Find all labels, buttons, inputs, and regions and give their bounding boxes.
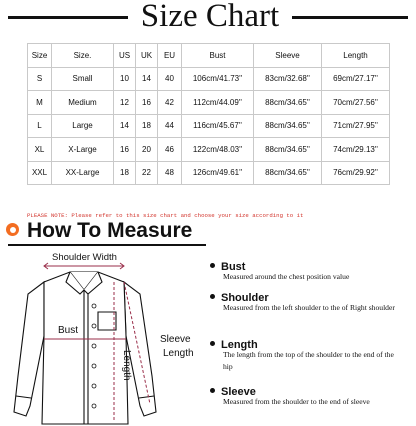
bust-label: Bust xyxy=(58,325,79,336)
table-cell: X-Large xyxy=(52,138,114,162)
table-header-row xyxy=(28,44,390,68)
title-rule-right xyxy=(292,16,408,19)
column-header: Length xyxy=(322,44,390,68)
table-cell: XXL xyxy=(28,161,52,185)
table-row xyxy=(28,138,390,162)
column-header: EU xyxy=(158,44,182,68)
bullet-icon xyxy=(210,294,215,299)
table-cell: 16 xyxy=(136,91,158,115)
measure-item-desc: Measured around the chest position value xyxy=(223,272,350,281)
measure-item-name: Length xyxy=(221,338,258,351)
table-cell: 83cm/32.68'' xyxy=(254,67,322,91)
table-cell: 69cm/27.17'' xyxy=(322,67,390,91)
column-header: US xyxy=(114,44,136,68)
table-cell: L xyxy=(28,114,52,138)
size-note: PLEASE NOTE: Please refer to this size chart and choose your size according to it xyxy=(27,212,304,219)
how-to-measure-title: How To Measure xyxy=(27,219,193,242)
table-cell: Medium xyxy=(52,91,114,115)
sleeve-label: Sleeve xyxy=(160,334,191,345)
table-cell: 20 xyxy=(136,138,158,162)
table-row xyxy=(28,91,390,115)
table-cell: 40 xyxy=(158,67,182,91)
table-cell: 18 xyxy=(136,114,158,138)
column-header: Bust xyxy=(182,44,254,68)
table-cell: 71cm/27.95'' xyxy=(322,114,390,138)
table-cell: 44 xyxy=(158,114,182,138)
table-row xyxy=(28,161,390,185)
column-header: Sleeve xyxy=(254,44,322,68)
measure-item-desc: Measured from the shoulder to the end of sleeve xyxy=(223,397,370,406)
length-label: Length xyxy=(121,350,132,381)
table-cell: 16 xyxy=(114,138,136,162)
table-cell: 12 xyxy=(114,91,136,115)
measure-item-name: Bust xyxy=(221,260,246,273)
measure-item-desc: Measured from the left shoulder to the of Right shoulder xyxy=(223,303,395,312)
measure-item-name: Shoulder xyxy=(221,291,269,304)
table-cell: 22 xyxy=(136,161,158,185)
table-cell: 126cm/49.61'' xyxy=(182,161,254,185)
table-cell: 14 xyxy=(136,67,158,91)
table-cell: 88cm/34.65'' xyxy=(254,91,322,115)
bullet-icon xyxy=(210,341,215,346)
section-bullet-icon xyxy=(6,223,19,236)
table-cell: 10 xyxy=(114,67,136,91)
table-cell: 116cm/45.67'' xyxy=(182,114,254,138)
size-table xyxy=(27,43,390,185)
bullet-icon xyxy=(210,388,215,393)
sleeve-length-label: Length xyxy=(163,348,194,359)
measure-item-name: Sleeve xyxy=(221,385,256,398)
shoulder-width-arrow xyxy=(44,263,124,269)
table-cell: 122cm/48.03'' xyxy=(182,138,254,162)
table-cell: 88cm/34.65'' xyxy=(254,114,322,138)
column-header: UK xyxy=(136,44,158,68)
shirt-measure-diagram xyxy=(0,246,200,426)
measure-item-desc: The length from the top of the shoulder to the end of the hip xyxy=(223,350,394,371)
shirt-outline xyxy=(14,272,156,424)
table-cell: 76cm/29.92'' xyxy=(322,161,390,185)
page-title: Size Chart xyxy=(140,0,280,34)
column-header: Size. xyxy=(52,44,114,68)
table-cell: 18 xyxy=(114,161,136,185)
title-rule-left xyxy=(8,16,128,19)
table-cell: 14 xyxy=(114,114,136,138)
bullet-icon xyxy=(210,263,215,268)
table-cell: 70cm/27.56'' xyxy=(322,91,390,115)
table-cell: 88cm/34.65'' xyxy=(254,161,322,185)
table-cell: 106cm/41.73'' xyxy=(182,67,254,91)
table-row xyxy=(28,114,390,138)
table-cell: 88cm/34.65'' xyxy=(254,138,322,162)
table-row xyxy=(28,67,390,91)
table-cell: 46 xyxy=(158,138,182,162)
table-cell: Small xyxy=(52,67,114,91)
table-cell: Large xyxy=(52,114,114,138)
table-cell: XL xyxy=(28,138,52,162)
table-cell: M xyxy=(28,91,52,115)
table-cell: S xyxy=(28,67,52,91)
table-cell: XX-Large xyxy=(52,161,114,185)
table-cell: 42 xyxy=(158,91,182,115)
table-cell: 48 xyxy=(158,161,182,185)
size-chart-header xyxy=(0,0,416,36)
shoulder-width-label: Shoulder Width xyxy=(52,252,117,263)
table-cell: 112cm/44.09'' xyxy=(182,91,254,115)
column-header: Size xyxy=(28,44,52,68)
table-cell: 74cm/29.13'' xyxy=(322,138,390,162)
